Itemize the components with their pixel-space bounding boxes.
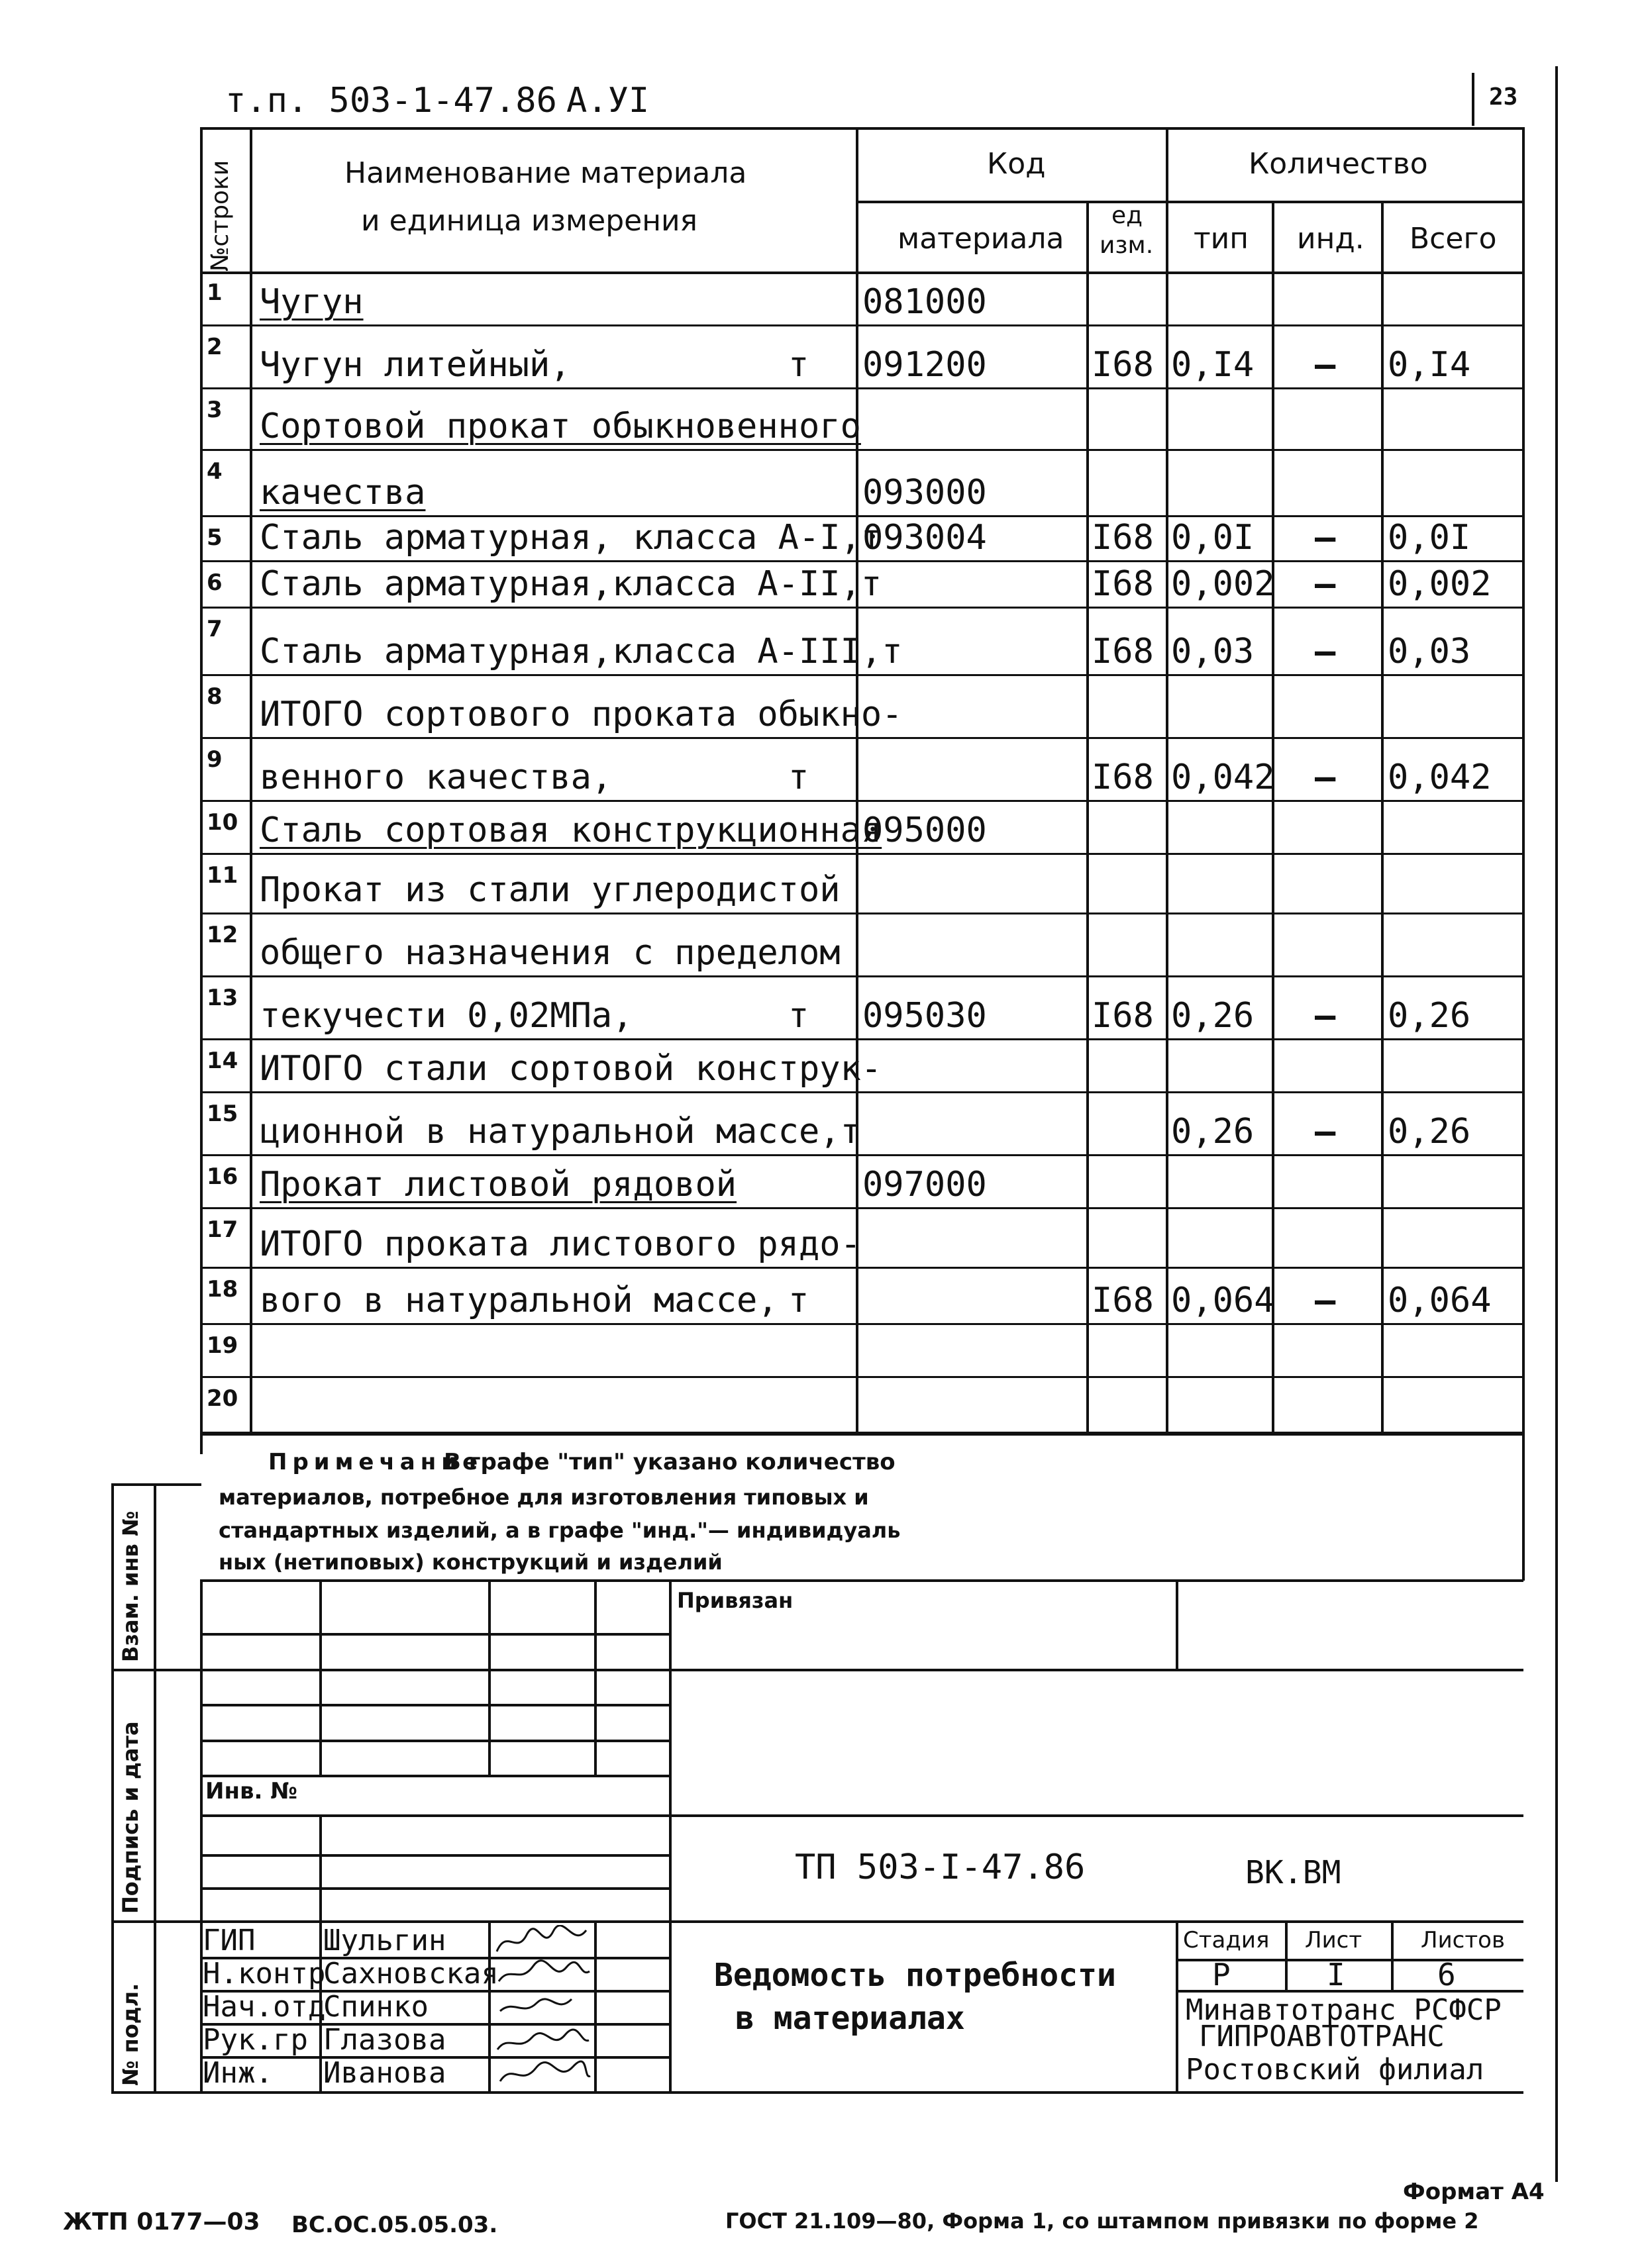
- signature-mark: [493, 1958, 593, 1991]
- footer-mid-code: ВС.ОС.05.05.03.: [291, 2212, 498, 2238]
- row-number: 12: [207, 922, 238, 948]
- row-name: качества: [260, 473, 426, 513]
- footer-left-code: ЖТП 0177—03: [63, 2208, 260, 2236]
- row-number: 7: [207, 616, 223, 642]
- row-name: Сталь арматурная, класса А-I,т: [260, 518, 882, 558]
- row-number: 9: [207, 746, 223, 773]
- row-code: 097000: [862, 1165, 987, 1205]
- row-number: 5: [207, 524, 223, 551]
- note-lead: Примечание: [268, 1449, 484, 1475]
- row-type: 0,I4: [1171, 345, 1255, 385]
- row-number: 6: [207, 569, 223, 596]
- format-label: Формат А4: [1403, 2179, 1545, 2205]
- name-header-line2: и единица измерения: [361, 204, 698, 238]
- signature-mark: [493, 1925, 593, 1958]
- staff-name: Спинко: [323, 1990, 429, 2024]
- doc-title-line2: в материалах: [735, 2000, 965, 2037]
- row-number: 3: [207, 397, 223, 423]
- side-label-orig-inv: № подл.: [118, 1983, 143, 2086]
- code-header: Код: [987, 147, 1046, 181]
- row-mark: т: [788, 345, 809, 385]
- row-name: Сталь арматурная,класса А-III,т: [260, 632, 903, 671]
- name-header-line1: Наименование материала: [344, 156, 747, 190]
- row-number: 19: [207, 1332, 238, 1359]
- staff-role: Н.контр: [203, 1957, 326, 1991]
- document-reference: т.п. 503-1-47.86: [225, 81, 557, 121]
- stage-label: Стадия: [1183, 1927, 1270, 1953]
- staff-name: Глазова: [323, 2023, 446, 2057]
- doc-code: ТП 503-I-47.86: [795, 1848, 1086, 1887]
- row-name: общего назначения с пределом: [260, 933, 841, 973]
- qty-type-header: тип: [1194, 222, 1249, 256]
- sheets-value: 6: [1437, 1957, 1456, 1993]
- row-unit: I68: [1092, 758, 1154, 797]
- note-line4: ных (нетиповых) конструкций и изделий: [219, 1550, 723, 1575]
- signature-mark: [493, 2024, 593, 2057]
- row-number: 14: [207, 1048, 238, 1074]
- doc-mark: ВК.ВМ: [1245, 1854, 1341, 1891]
- row-name: текучести 0,02МПа,: [260, 996, 633, 1036]
- row-number: 18: [207, 1276, 238, 1303]
- row-name: ИТОГО проката листового рядо-: [260, 1224, 861, 1264]
- row-number: 13: [207, 985, 238, 1011]
- row-name: Сталь арматурная,класса А-II,т: [260, 564, 882, 604]
- row-code: 081000: [862, 282, 987, 322]
- quantity-header: Количество: [1249, 147, 1428, 181]
- row-code: 091200: [862, 345, 987, 385]
- row-number: 10: [207, 809, 238, 836]
- row-total: 0,064: [1388, 1281, 1492, 1320]
- doc-title-line1: Ведомость потребности: [714, 1957, 1116, 1994]
- row-code: 095030: [862, 996, 987, 1036]
- row-name: Сталь сортовая конструкционная: [260, 811, 882, 850]
- staff-role: Инж.: [203, 2056, 273, 2090]
- row-unit: I68: [1092, 996, 1154, 1036]
- signature-mark: [493, 2057, 593, 2091]
- unit-header-line1: ед: [1111, 202, 1143, 229]
- row-name: Чугун: [260, 282, 364, 322]
- row-total: 0,0I: [1388, 518, 1471, 558]
- unit-header-line2: изм.: [1100, 232, 1154, 259]
- row-number: 2: [207, 334, 223, 360]
- row-ind: –: [1315, 564, 1336, 604]
- staff-name: Иванова: [323, 2056, 446, 2090]
- row-type: 0,26: [1171, 996, 1255, 1036]
- side-label-replace-inv: Взам. инв №: [118, 1510, 143, 1662]
- row-number: 16: [207, 1163, 238, 1190]
- staff-role: Нач.отд: [203, 1990, 326, 2024]
- qty-ind-header: инд.: [1297, 222, 1364, 256]
- row-unit: I68: [1092, 345, 1154, 385]
- row-mark: т: [788, 1281, 809, 1320]
- row-number: 11: [207, 862, 238, 889]
- row-name: ционной в натуральной массе,т: [260, 1112, 861, 1152]
- row-ind: –: [1315, 518, 1336, 558]
- org-line1: Минавтотранс РСФСР: [1186, 1993, 1502, 2027]
- code-material-header: материала: [898, 222, 1064, 256]
- row-number: 8: [207, 683, 223, 710]
- row-type: 0,042: [1171, 758, 1275, 797]
- row-number-header: №строки: [207, 160, 234, 271]
- sheet-part: А.УI: [566, 81, 650, 121]
- row-ind: –: [1315, 996, 1336, 1036]
- row-name: Чугун литейный,: [260, 345, 571, 385]
- row-number: 15: [207, 1101, 238, 1127]
- row-total: 0,I4: [1388, 345, 1471, 385]
- row-unit: I68: [1092, 632, 1154, 671]
- row-name: ИТОГО сортового проката обыкно-: [260, 695, 903, 734]
- row-code: 093004: [862, 518, 987, 558]
- row-code: 095000: [862, 811, 987, 850]
- row-name: Прокат из стали углеродистой: [260, 870, 841, 910]
- staff-name: Сахновская: [323, 1957, 499, 1991]
- row-number: 1: [207, 279, 223, 306]
- row-ind: –: [1315, 1281, 1336, 1320]
- row-ind: –: [1315, 1112, 1336, 1152]
- row-total: 0,26: [1388, 1112, 1471, 1152]
- staff-role: Рук.гр: [203, 2023, 308, 2057]
- row-code: 093000: [862, 473, 987, 513]
- staff-name: Шульгин: [323, 1924, 446, 1957]
- row-unit: I68: [1092, 1281, 1154, 1320]
- row-name: вого в натуральной массе,: [260, 1281, 778, 1320]
- row-total: 0,042: [1388, 758, 1492, 797]
- staff-role: ГИП: [203, 1924, 256, 1957]
- stage-value: Р: [1212, 1957, 1231, 1993]
- side-label-sign-date: Подпись и дата: [118, 1721, 143, 1914]
- row-mark: т: [788, 996, 809, 1036]
- row-type: 0,0I: [1171, 518, 1255, 558]
- row-name: Сортовой прокат обыкновенного: [260, 407, 861, 446]
- row-type: 0,002: [1171, 564, 1275, 604]
- row-type: 0,26: [1171, 1112, 1255, 1152]
- org-line2: ГИПРОАВТОТРАНС: [1199, 2020, 1445, 2053]
- qty-total-header: Всего: [1410, 222, 1497, 256]
- row-ind: –: [1315, 758, 1336, 797]
- org-line3: Ростовский филиал: [1186, 2053, 1484, 2087]
- signature-mark: [493, 1991, 593, 2024]
- row-number: 20: [207, 1385, 238, 1412]
- row-type: 0,064: [1171, 1281, 1275, 1320]
- row-type: 0,03: [1171, 632, 1255, 671]
- sheets-label: Листов: [1421, 1927, 1506, 1953]
- note-line2: материалов, потребное для изготовления типовых и: [219, 1485, 869, 1510]
- row-unit: I68: [1092, 518, 1154, 558]
- row-total: 0,002: [1388, 564, 1492, 604]
- footer-gost: ГОСТ 21.109—80, Форма 1, со штампом привязки по форме 2: [725, 2208, 1479, 2234]
- row-name: ИТОГО стали сортовой конструк-: [260, 1049, 882, 1089]
- row-ind: –: [1315, 632, 1336, 671]
- row-total: 0,03: [1388, 632, 1471, 671]
- note-line3: стандартных изделий, а в графе "инд."— индивидуаль: [219, 1518, 901, 1543]
- sheet-value: I: [1327, 1957, 1345, 1993]
- row-name: венного качества,: [260, 758, 613, 797]
- row-ind: –: [1315, 345, 1336, 385]
- row-name: Прокат листовой рядовой: [260, 1165, 737, 1205]
- note-line1: В графе "тип" указано количество: [444, 1449, 896, 1475]
- row-unit: I68: [1092, 564, 1154, 604]
- row-number: 17: [207, 1216, 238, 1243]
- row-mark: т: [788, 758, 809, 797]
- inv-number-label: Инв. №: [205, 1778, 298, 1804]
- page-number: 23: [1489, 83, 1518, 111]
- sheet-label: Лист: [1305, 1927, 1362, 1953]
- row-total: 0,26: [1388, 996, 1471, 1036]
- bound-label: Привязан: [677, 1588, 794, 1613]
- row-number: 4: [207, 458, 223, 485]
